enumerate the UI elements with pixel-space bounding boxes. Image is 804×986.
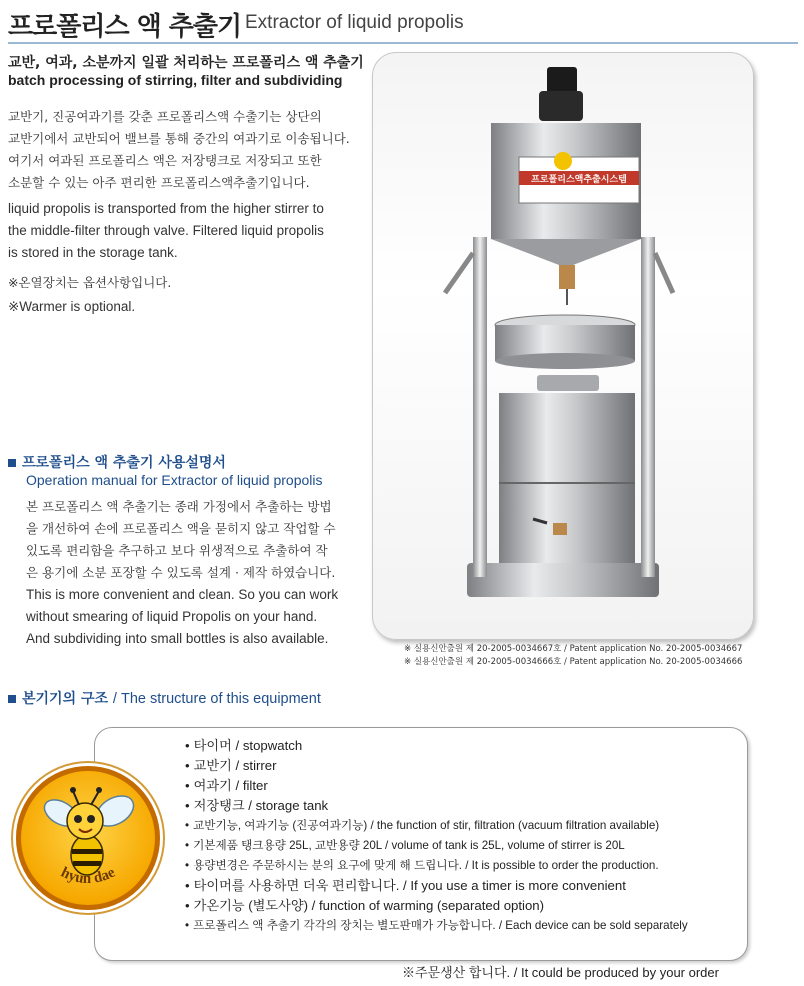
list-item: • 가온기능 (별도사양) / function of warming (separated option) — [185, 898, 545, 913]
bullet-icon: • — [185, 839, 190, 852]
warmer-note-english: ※Warmer is optional. — [8, 299, 136, 314]
page-title-english: Extractor of liquid propolis — [245, 12, 464, 33]
structure-list — [185, 736, 688, 936]
manual-body-en-line: without smearing of liquid Propolis on your hand. — [26, 609, 318, 624]
bullet-icon: • — [185, 819, 190, 832]
intro-desc-line: 교반기에서 교반되어 밸브를 통해 중간의 여과기로 이송됩니다. — [8, 131, 350, 146]
intro-description-english — [8, 198, 324, 264]
hyundae-bee-logo — [16, 766, 160, 910]
list-item: • 교반기 / stirrer — [185, 758, 277, 773]
manual-body-en-line: This is more convenient and clean. So you can work — [26, 587, 339, 602]
tap-icon — [553, 523, 567, 535]
right-pole — [641, 237, 655, 577]
manual-body-korean — [26, 496, 336, 584]
bullet-icon: • — [185, 878, 190, 893]
extractor-illustration — [373, 53, 753, 639]
list-item: • 타이머 / stopwatch — [185, 738, 303, 753]
manual-body-en-line: And subdividing into small bottles is also available. — [26, 631, 329, 646]
intro-desc-en-line: is stored in the storage tank. — [8, 245, 178, 260]
list-item: • 타이머를 사용하면 더욱 편리합니다. / If you use a timer is more convenient — [185, 878, 626, 893]
intro-desc-en-line: the middle-filter through valve. Filtered liquid propolis — [8, 223, 324, 238]
warmer-note-korean: ※온열장치는 옵션사항입니다. — [8, 275, 172, 290]
bullet-icon: • — [185, 919, 190, 932]
bullet-icon: • — [185, 859, 190, 872]
footer-note: ※주문생산 합니다. / It could be produced by your order — [402, 965, 719, 980]
manual-body-line: 있도록 편리함을 추구하고 보다 위생적으로 추출하여 작 — [26, 543, 328, 558]
list-item: • 용량변경은 주문하시는 분의 요구에 맞게 해 드립니다. / It is possible to order the production. — [185, 859, 659, 872]
intro-desc-line: 소분할 수 있는 아주 편리한 프로폴리스액추출기입니다. — [8, 175, 310, 190]
bullet-icon: • — [185, 758, 190, 773]
manual-body-english — [26, 584, 338, 650]
manual-heading — [8, 452, 226, 472]
vacuum-connector — [537, 375, 599, 391]
product-sign-text: 프로폴리스액추출시스템 — [531, 175, 627, 185]
page-title-korean: 프로폴리스 액 추출기 — [8, 12, 242, 42]
section-square-icon — [8, 459, 16, 467]
intro-subtitle-english: batch processing of stirring, filter and subdividing — [8, 72, 343, 88]
intro-desc-line: 여기서 여과된 프로폴리스 액은 저장탱크로 저장되고 또한 — [8, 153, 322, 168]
bee-logo-icon — [554, 152, 572, 170]
list-item: • 프로폴리스 액 추출기 각각의 장치는 별도판매가 가능합니다. / Each device can be sold separately — [185, 919, 688, 932]
structure-heading — [8, 688, 321, 708]
badge-text: hyun dae — [58, 864, 118, 888]
structure-heading-korean: 본기기의 구조 — [22, 691, 109, 707]
stirrer-cone — [491, 239, 641, 265]
list-item: • 기본제품 탱크용량 25L, 교반용량 20L / volume of tank is 25L, volume of stirrer is 20L — [185, 839, 625, 852]
intro-description-korean — [8, 106, 350, 194]
manual-body-line: 본 프로폴리스 액 추출기는 종래 가정에서 추출하는 방법 — [26, 499, 332, 514]
left-pole — [473, 237, 487, 577]
valve-icon — [559, 265, 575, 289]
manual-heading-english: Operation manual for Extractor of liquid propolis — [26, 472, 323, 488]
list-item: • 여과기 / filter — [185, 778, 268, 793]
bullet-icon: • — [185, 898, 190, 913]
intro-desc-line: 교반기, 진공여과기를 갖춘 프로폴리스액 수출기는 상단의 — [8, 109, 322, 124]
left-handle — [445, 253, 473, 293]
intro-subtitle-korean: 교반, 여과, 소분까지 일괄 처리하는 프로폴리스 액 추출기 — [8, 55, 364, 71]
product-photo-frame — [372, 52, 754, 640]
motor-icon — [547, 67, 577, 95]
base-plate — [467, 563, 659, 597]
bullet-icon: • — [185, 738, 190, 753]
bullet-icon: • — [185, 778, 190, 793]
patent-note-1: ※ 실용신안출원 제 20-2005-0034667호 / Patent application No. 20-2005-0034667 — [404, 644, 743, 654]
patent-note-2: ※ 실용신안출원 제 20-2005-0034666호 / Patent application No. 20-2005-0034666 — [404, 657, 743, 667]
manual-body-line: 을 개선하여 손에 프로폴리스 액을 묻히지 않고 작업할 수 — [26, 521, 336, 536]
right-handle — [655, 253, 673, 293]
storage-tank-upper — [499, 393, 635, 483]
intro-desc-en-line: liquid propolis is transported from the higher stirrer to — [8, 201, 324, 216]
list-item: • 저장탱크 / storage tank — [185, 798, 329, 813]
list-item: • 교반기능, 여과기능 (진공여과기능) / the function of stir, filtration (vacuum filtration available) — [185, 819, 660, 832]
manual-heading-korean: 프로폴리스 액 추출기 사용설명서 — [22, 455, 226, 471]
bee-mascot-icon — [21, 771, 155, 905]
section-square-icon — [8, 695, 16, 703]
structure-heading-english: / The structure of this equipment — [112, 691, 321, 707]
manual-body-line: 은 용기에 소분 포장할 수 있도록 설계 · 제작 하였습니다. — [26, 565, 336, 580]
title-divider — [8, 42, 798, 44]
bullet-icon: • — [185, 798, 190, 813]
motor-housing — [539, 91, 583, 121]
